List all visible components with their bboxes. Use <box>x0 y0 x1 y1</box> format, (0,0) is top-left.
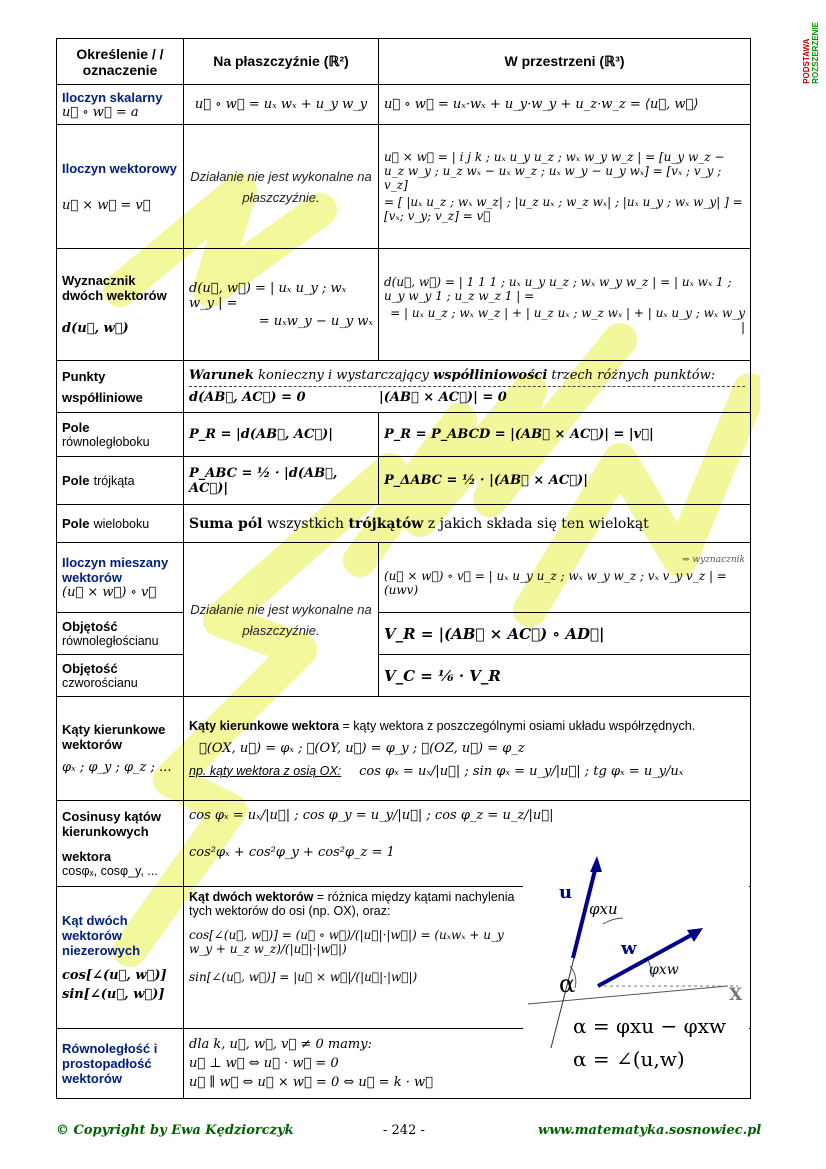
row-collinear <box>57 361 751 413</box>
row-vector-product <box>57 125 751 249</box>
tri-area-label-2: trójkąta <box>93 473 135 488</box>
vol-tet-label: Objętość <box>62 661 118 676</box>
tri-area-space: P_ΔABC = ½ · |(AB⃗ × AC⃗)| <box>379 457 751 505</box>
label-x-axis: X <box>729 985 743 1005</box>
header-plane: Na płaszczyźnie (ℝ²) <box>184 39 379 85</box>
two-angle-cos: cos[∠(u⃗, w⃗)] = (u⃗ ∘ w⃗)/(|u⃗|·|w⃗|) = (uₓwₓ + u_y w_y + u_z w_z)/(|u⃗|·|w⃗|) <box>189 928 504 956</box>
row-polygon-area <box>57 505 751 543</box>
vol-par-label: Objętość <box>62 619 118 634</box>
row-parallelogram-area <box>57 413 751 457</box>
dir-angles-definition: Kąty kierunkowe wektora = kąty wektora z poszczególnymi osiami układu współrzędnych. <box>189 718 696 733</box>
header-space: W przestrzeni (ℝ³) <box>379 39 751 85</box>
two-angle-sym-sin: sin[∠(u⃗, w⃗)] <box>62 987 165 1002</box>
vol-par-label-2: równoległościanu <box>62 634 159 648</box>
det-label: Wyznacznik dwóch wektorów <box>62 273 167 303</box>
dir-angles-list: ∢(OX, u⃗) = φₓ ; ∢(OY, u⃗) = φ_y ; ∢(OZ, u⃗) = φ_z <box>199 740 525 756</box>
par-area-plane: P_R = |d(AB⃗, AC⃗)| <box>184 413 379 457</box>
label-w: w <box>621 938 637 959</box>
two-angle-sym-cos: cos[∠(u⃗, w⃗)] <box>62 968 167 983</box>
level-basic: PODSTAWA <box>802 38 811 84</box>
collinear-space: |(AB⃗ × AC⃗)| = 0 <box>379 390 507 405</box>
cosines-formula-1: cos φₓ = uₓ/|u⃗| ; cos φ_y = u_y/|u⃗| ; cos φ_z = u_z/|u⃗| <box>189 808 554 823</box>
two-angle-label: Kąt dwóch wektorów niezerowych <box>62 913 141 958</box>
row-volume-tetrahedron <box>57 655 751 697</box>
dir-angles-example-label: np. kąty wektora z osią OX: <box>189 763 342 778</box>
cosines-label-c: cosφₓ, cosφ_y, ... <box>62 864 158 878</box>
cosines-label-b: wektora <box>62 849 112 864</box>
vol-tet-label-2: czworościanu <box>62 676 138 690</box>
vol-par-space: V_R = |(AB⃗ × AC⃗) ∘ AD⃗| <box>379 613 751 655</box>
header-row <box>57 39 751 85</box>
angle-diagram <box>523 848 749 1078</box>
poly-area-label-2: wieloboku <box>93 516 150 531</box>
tri-area-label: Pole <box>62 472 90 488</box>
vector-space-formula-1: u⃗ × w⃗ = | i j k ; uₓ u_y u_z ; wₓ w_y w_z | = [u_y w_z − u_z w_y ; u_z wₓ − uₓ w_z ; uₓ w_y − u_y wₓ] = [vₓ ; v_y ; v_z] <box>384 150 725 192</box>
collinear-plane: d(AB⃗, AC⃗) = 0 <box>189 390 306 405</box>
det-plane-formula-1: d(u⃗, w⃗) = | uₓ u_y ; wₓ w_y | = <box>189 280 347 311</box>
collinear-label-1: Punkty <box>62 368 106 384</box>
vector-symbol: u⃗ × w⃗ = v⃗ <box>62 197 151 213</box>
par-perp-label: Równoległość i prostopadłość wektorów <box>62 1041 158 1086</box>
dir-angles-example: cos φₓ = uₓ/|u⃗| ; sin φₓ = u_y/|u⃗| ; tg φₓ = u_y/uₓ <box>359 763 684 779</box>
label-phi-xu: φxu <box>589 900 618 918</box>
vector-label: Iloczyn wektorowy <box>62 160 177 176</box>
header-definition: Określenie / / oznaczenie <box>57 39 184 85</box>
row-determinant <box>57 249 751 361</box>
two-angle-definition: Kąt dwóch wektorów = różnica między kątami nachylenia tych wektorów do osi (np. OX), oraz: <box>189 890 515 918</box>
scalar-space-formula: u⃗ ∘ w⃗ = uₓ·wₓ + u_y·w_y + u_z·w_z = ⟨u⃗, w⃗⟩ <box>379 85 751 125</box>
poly-area-text: Suma pól wszystkich trójkątów z jakich składa się ten wielokąt <box>184 505 751 543</box>
par-perp-line-3: u⃗ ∥ w⃗ ⇔ u⃗ × w⃗ = 0 ⇔ u⃗ = k · w⃗ <box>189 1075 433 1090</box>
scalar-label: Iloczyn skalarny <box>62 89 163 105</box>
det-space-formula-2: = | uₓ u_z ; wₓ w_z | + | u_z uₓ ; w_z wₓ | + | uₓ u_y ; wₓ w_y | <box>390 306 745 334</box>
row-direction-angles <box>57 697 751 801</box>
label-alpha: α <box>559 970 576 998</box>
scalar-plane-formula: u⃗ ∘ w⃗ = uₓ wₓ + u_y w_y <box>184 85 379 125</box>
footer-website[interactable]: www.matematyka.sosnowiec.pl <box>538 1123 762 1138</box>
vector-plane-note: Działanie nie jest wykonalne na płaszczyźnie. <box>184 125 379 249</box>
dir-angles-label: Kąty kierunkowe wektorów <box>62 722 166 752</box>
row-mixed-product <box>57 543 751 613</box>
det-plane-formula-2: = uₓw_y − u_y wₓ <box>258 313 373 329</box>
vector-space-formula-2: = [ |uₓ u_z ; wₓ w_z| ; |u_z uₓ ; w_z wₓ| ; |uₓ u_y ; wₓ w_y| ] = [vₓ; v_y; v_z] = v⃗ <box>384 195 743 223</box>
poly-area-label: Pole <box>62 515 90 531</box>
level-extended: ROZSZERZENIE <box>811 22 820 84</box>
dir-angles-symbol: φₓ ; φ_y ; φ_z ; ... <box>62 760 172 775</box>
par-perp-line-2: u⃗ ⊥ w⃗ ⇔ u⃗ · w⃗ = 0 <box>189 1056 339 1071</box>
tri-area-plane: P_ABC = ½ · |d(AB⃗, AC⃗)| <box>184 457 379 505</box>
vol-tet-space: V_C = ⅙ · V_R <box>379 655 751 697</box>
page-number: - 242 - <box>383 1123 425 1138</box>
row-volume-parallelepiped <box>57 613 751 655</box>
cosines-label: Cosinusy kątów kierunkowych <box>62 809 161 839</box>
footer-copyright: © Copyright by Ewa Kędziorczyk <box>56 1123 294 1138</box>
mixed-plane-note: Działanie nie jest wykonalne na płaszczyźnie. <box>184 543 379 697</box>
scalar-symbol: u⃗ ∘ w⃗ = a <box>62 104 139 120</box>
diagram-equation-2: α = ∠(u,w) <box>573 1047 685 1071</box>
mixed-symbol: (u⃗ × w⃗) ∘ v⃗ <box>62 585 157 600</box>
collinear-label-2: współliniowe <box>62 389 143 405</box>
mixed-space-formula: (u⃗ × w⃗) ∘ v⃗ = | uₓ u_y u_z ; wₓ w_y w_z ; vₓ v_y v_z | = (uwv) <box>384 569 727 597</box>
label-phi-xw: φxw <box>649 962 679 978</box>
two-angle-sin: sin[∠(u⃗, w⃗)] = |u⃗ × w⃗|/(|u⃗|·|w⃗|) <box>189 970 418 984</box>
mixed-hint: ⇒ wyznacznik <box>681 555 745 565</box>
mixed-label: Iloczyn mieszany wektorów <box>62 555 169 585</box>
par-area-label-2: równoległoboku <box>62 435 150 449</box>
diagram-equation-1: α = φxu − φxw <box>573 1014 727 1038</box>
level-tag <box>802 22 820 84</box>
cosines-formula-2: cos²φₓ + cos²φ_y + cos²φ_z = 1 <box>189 845 395 860</box>
row-scalar-product <box>57 85 751 125</box>
par-area-space: P_R = P_ABCD = |(AB⃗ × AC⃗)| = |v⃗| <box>379 413 751 457</box>
par-area-label: Pole <box>62 420 90 435</box>
row-triangle-area <box>57 457 751 505</box>
det-space-formula-1: d(u⃗, w⃗) = | 1 1 1 ; uₓ u_y u_z ; wₓ w_y w_z | = | uₓ wₓ 1 ; u_y w_y 1 ; u_z w_z 1 | = <box>384 275 732 303</box>
par-perp-line-1: dla k, u⃗, w⃗, v⃗ ≠ 0 mamy: <box>189 1037 372 1052</box>
label-u: u <box>559 882 573 903</box>
det-symbol: d(u⃗, w⃗) <box>62 321 129 336</box>
collinear-condition: Warunek konieczny i wystarczający współliniowości trzech różnych punktów: <box>189 368 745 387</box>
